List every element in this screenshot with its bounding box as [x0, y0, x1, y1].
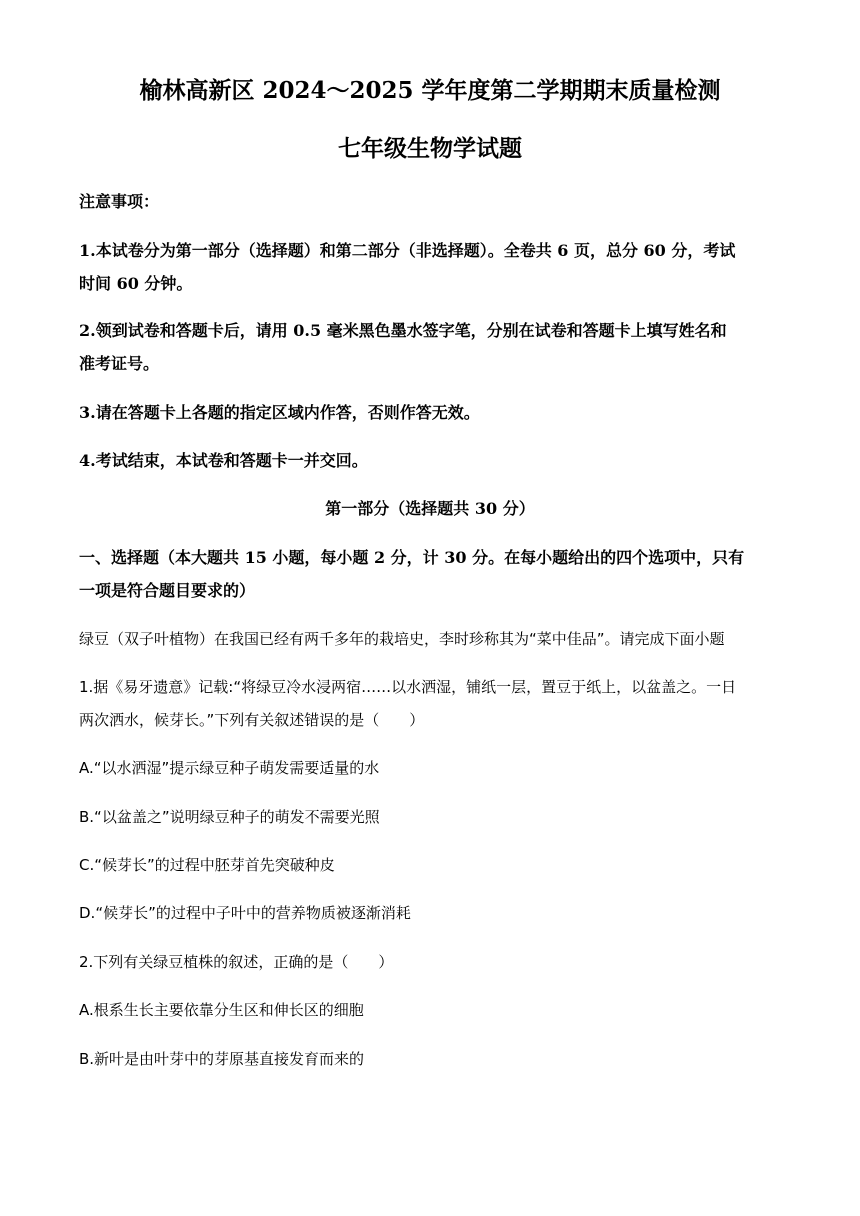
notice-item-4: 4.考试结束，本试卷和答题卡一并交回。: [79, 451, 368, 470]
notice-heading: 注意事项：: [79, 192, 160, 211]
context-passage: 绿豆（双子叶植物）在我国已经有两千多年的栽培史，李时珍称其为“菜中佳品”。请完成下面小题: [79, 630, 725, 648]
exam-title: 榆林高新区 2024～2025 学年度第二学期期末质量检测: [139, 77, 721, 104]
question-2-option-b: B.新叶是由叶芽中的芽原基直接发育而来的: [79, 1050, 365, 1068]
section-instructions: 一、选择题（本大题共 15 小题，每小题 2 分，计 30 分。在每小题给出的四个选项中，只有: [79, 548, 745, 567]
question-1-option-b: B.“以盆盖之”说明绿豆种子的萌发不需要光照: [79, 808, 380, 826]
exam-subtitle: 七年级生物学试题: [338, 135, 522, 162]
question-1-option-d: D.“候芽长”的过程中子叶中的营养物质被逐渐消耗: [79, 904, 411, 922]
question-1-option-c: C.“候芽长”的过程中胚芽首先突破种皮: [79, 856, 335, 874]
notice-item-3: 3.请在答题卡上各题的指定区域内作答，否则作答无效。: [79, 403, 480, 422]
question-1-stem-cont: 两次洒水，候芽长。”下列有关叙述错误的是（ ）: [79, 711, 425, 729]
notice-item-2: 2.领到试卷和答题卡后，请用 0.5 毫米黑色墨水签字笔，分别在试卷和答题卡上填写姓名和: [79, 321, 727, 340]
question-1-option-a: A.“以水洒湿”提示绿豆种子萌发需要适量的水: [79, 759, 380, 777]
notice-item-1: 1.本试卷分为第一部分（选择题）和第二部分（非选择题）。全卷共 6 页，总分 60 分，考试: [79, 241, 736, 260]
section-instructions-cont: 一项是符合题目要求的）: [79, 581, 256, 600]
notice-item-1-cont: 时间 60 分钟。: [79, 274, 193, 293]
question-1-stem: 1.据《易牙遗意》记载:“将绿豆冷水浸两宿……以水洒湿，铺纸一层，置豆于纸上，以盆盖之。一日: [79, 678, 737, 696]
notice-item-2-cont: 准考证号。: [79, 354, 160, 373]
question-2-option-a: A.根系生长主要依靠分生区和伸长区的细胞: [79, 1001, 364, 1019]
question-2-stem: 2.下列有关绿豆植株的叙述，正确的是（ ）: [79, 953, 394, 971]
part-1-heading: 第一部分（选择题共 30 分）: [325, 499, 535, 518]
